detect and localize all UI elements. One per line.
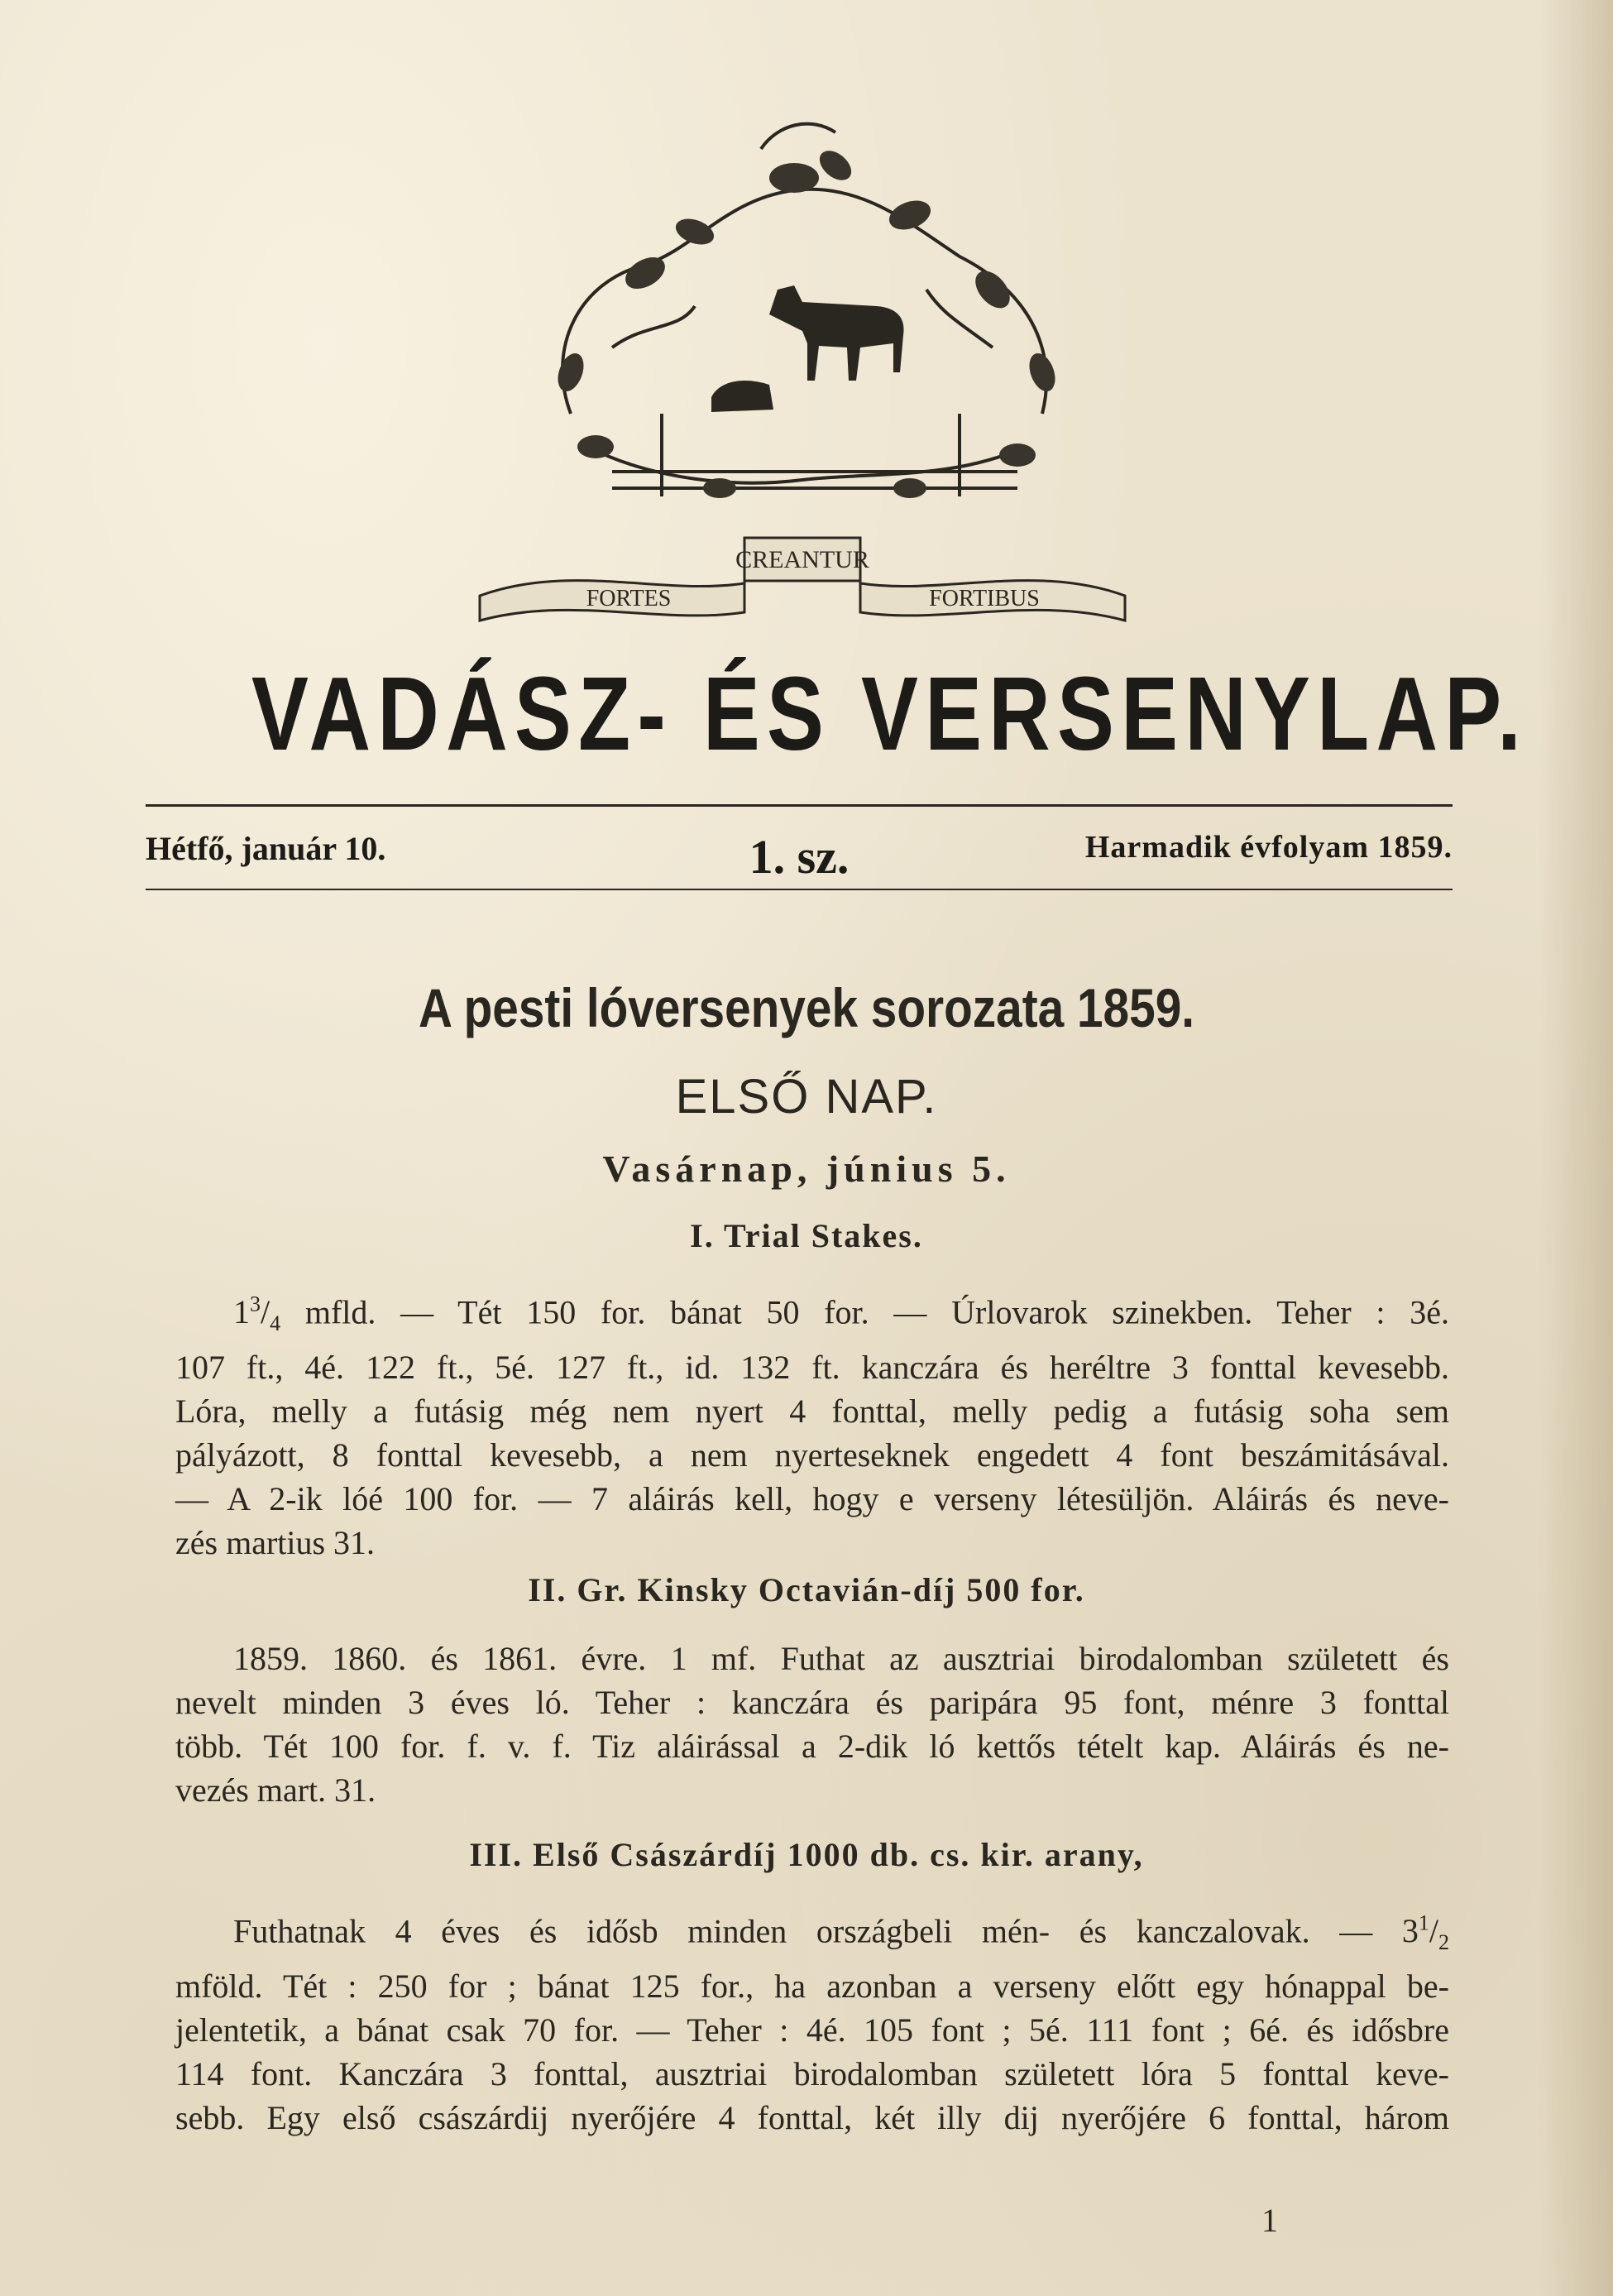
paper-edge-stain	[1539, 0, 1613, 2296]
body-line: mföld. Tét : 250 for ; bánat 125 for., ha azonban a verseny előtt egy hónappal be-	[175, 1968, 1449, 2006]
motto-left: FORTES	[586, 586, 672, 611]
page-number: 1	[1261, 2202, 1278, 2239]
body-line: nevelt minden 3 éves ló. Teher : kanczára és paripára 95 font, ménre 3 fonttal	[175, 1684, 1449, 1721]
masthead-rule-bottom	[146, 889, 1453, 890]
body-line: vezés mart. 31.	[175, 1771, 376, 1809]
body-line: Futhatnak 4 éves és idősb minden országbeli mén- és kanczalovak. — $3^1/_2$	[233, 1911, 1450, 1955]
distance-fraction: $3^1/_2$	[1401, 1911, 1450, 1955]
issue-number: 1. sz.	[749, 830, 850, 884]
body-line: 1859. 1860. és 1861. évre. 1 mf. Futhat az ausztriai birodalomban született és	[233, 1640, 1449, 1677]
horse-vignette-icon	[447, 99, 1158, 645]
masthead-title: VADÁSZ- ÉS VERSENYLAP.	[251, 655, 1528, 772]
body-line: $1^3/_4$ mfld. — Tét 150 for. bánat 50 for. — Úrlovarok szinekben. Teher : 3é.	[233, 1292, 1450, 1336]
masthead-rule-top	[146, 804, 1453, 807]
motto-top: CREANTUR	[735, 546, 869, 573]
section-body-2	[175, 1637, 1449, 1812]
body-line: Lóra, melly a futásig még nem nyert 4 fonttal, melly pedig a futásig soha sem	[175, 1392, 1449, 1431]
distance-fraction: $1^3/_4$	[233, 1292, 281, 1336]
body-line: — A 2-ik lóé 100 for. — 7 aláirás kell, hogy e verseny létesüljön. Aláirás és neve-	[175, 1480, 1449, 1518]
issue-date: Hétfő, január 10.	[146, 830, 386, 867]
article-subhead: ELSŐ NAP.	[675, 1070, 938, 1124]
motto-right: FORTIBUS	[929, 586, 1040, 611]
section-body-3	[175, 1901, 1449, 2140]
section-title-1: I. Trial Stakes.	[690, 1217, 923, 1254]
body-line: pályázott, 8 fonttal kevesebb, a nem nyerteseknek engedett 4 font beszámitásával.	[175, 1436, 1449, 1474]
body-line: sebb. Egy első császárdij nyerőjére 4 fonttal, két illy dij nyerőjére 6 fonttal, három	[175, 2099, 1449, 2137]
body-line: 114 font. Kanczára 3 fonttal, ausztriai birodalomban született lóra 5 fonttal keve-	[175, 2055, 1449, 2093]
body-line: jelentetik, a bánat csak 70 for. — Teher : 4é. 105 font ; 5é. 111 font ; 6é. és idősbre	[175, 2011, 1449, 2049]
section-body-1	[175, 1282, 1449, 1565]
body-line: 107 ft., 4é. 122 ft., 5é. 127 ft., id. 132 ft. kanczára és heréltre 3 fonttal kevesebb.	[175, 1349, 1449, 1387]
article-dateline: Vasárnap, június 5.	[602, 1148, 1011, 1190]
body-line: több. Tét 100 for. f. v. f. Tiz aláirással a 2-dik ló kettős tételt kap. Aláirás és ne-	[175, 1728, 1449, 1765]
section-title-2: II. Gr. Kinsky Octavián-díj 500 for.	[528, 1571, 1085, 1608]
article-headline: A pesti lóversenyek sorozata 1859.	[418, 977, 1195, 1038]
issue-line	[146, 829, 1453, 884]
issue-volume: Harmadik évfolyam 1859.	[1084, 830, 1453, 865]
body-line: zés martius 31.	[175, 1524, 376, 1562]
section-title-3: III. Első Császárdíj 1000 db. cs. kir. arany,	[469, 1836, 1144, 1873]
